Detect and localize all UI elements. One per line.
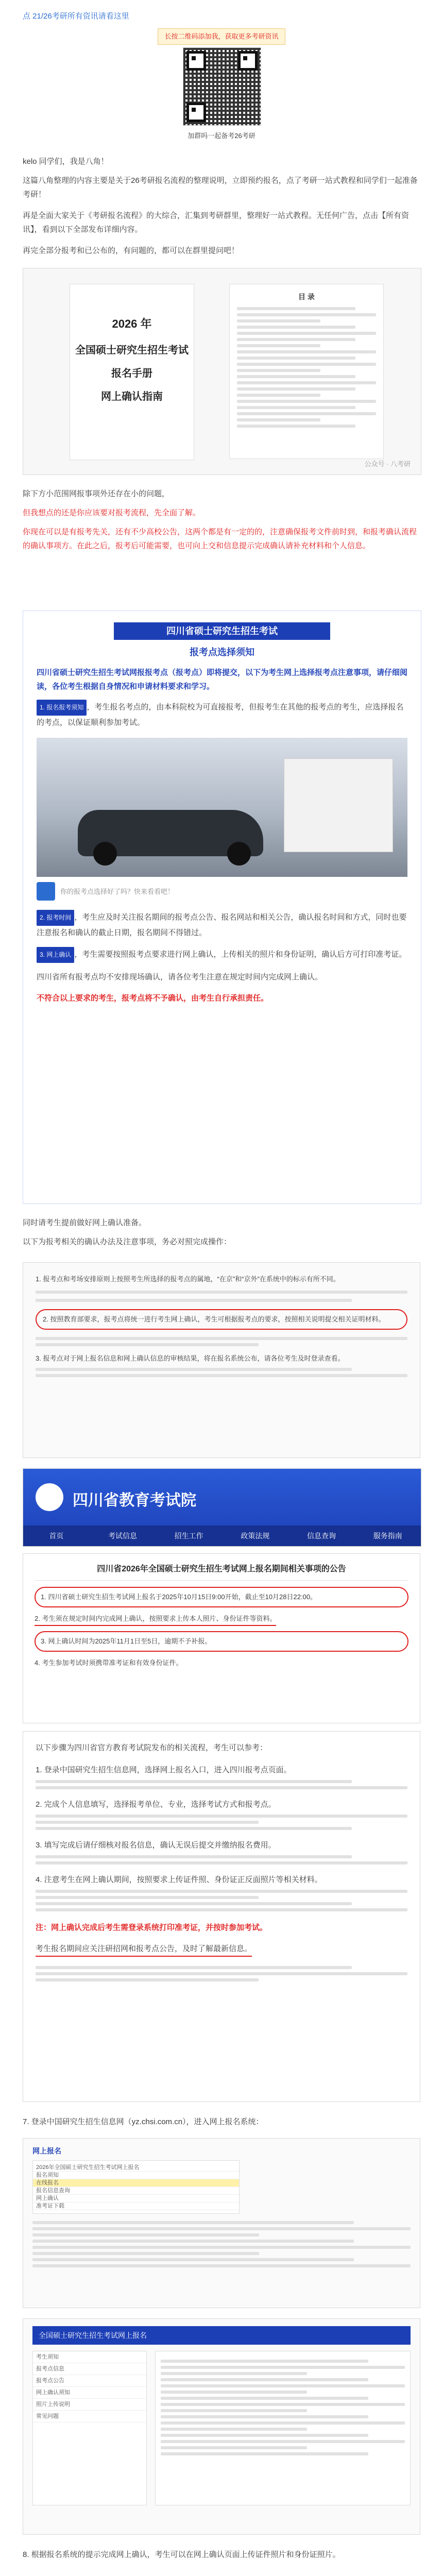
site-article-title: 四川省2026年全国硕士研究生招生考试网上报名期间相关事项的公告 [97,1565,346,1573]
site-nav-5[interactable]: 服务指南 [373,1532,402,1540]
process-step-2: 2. 完成个人信息填写，选择报考单位、专业，选择考试方式和报考点。 [36,1800,276,1809]
cover-title-2: 报名手册 [111,368,152,379]
signup-row[interactable]: 2026年全国硕士研究生招生考试网上报名 [33,2164,239,2172]
process-step-1: 1. 登录中国研究生招生信息网，选择网上报名入口，进入四川报考点页面。 [36,1766,292,1774]
notice-item2-label: 2. 报考时间 [37,910,74,926]
document-scan-image [23,1262,420,1458]
signup-2-row[interactable]: 常见问题 [33,2411,146,2422]
notice-item2-text: ，考生应及时关注报名期间的报考点公告、报名网站和相关公告，确认报名时间和方式，同时也要注意报名和确认的截止日期，报名期间不得错过。 [37,913,407,937]
site-article-item-2: 3. 网上确认时间为2025年11月1日至5日，逾期不予补报。 [41,1637,212,1645]
doc-scan-line-2: 2. 按照教育部要求，报考点将统一进行考生网上确认，考生可根据报考点的要求，按照相关说明提交相关证明材料。 [43,1315,385,1323]
qr-top-caption: 加群吗一起备考26考研 [188,132,255,140]
site-name: 四川省教育考试院 [73,1492,196,1509]
sichuan-notice-box [23,611,421,1204]
site-logo-icon [36,1483,63,1511]
notice-footer-red: 不符合以上要求的考生，报考点将不予确认，由考生自行承担责任。 [37,994,269,1003]
site-nav-3[interactable]: 政策法规 [241,1532,270,1540]
cover-toc-heading: 目 录 [298,293,315,301]
notice-item3-text: ，考生需要按照报考点要求进行网上确认，上传相关的照片和身份证明，确认后方可打印准考证。 [74,950,407,959]
site-nav-1[interactable]: 考试信息 [108,1532,137,1540]
photo-caption: 你的报考点选择好了吗？快来看看吧！ [60,887,175,895]
intro-paragraph-2: 再是全面大家关于《考研报名流程》的大综合，汇集到考研群里，整理好一站式教程。无任何广告，点击【所有资讯】，看到以下全部发布详细内容。 [23,211,410,234]
tip-paragraph-1: 同时请考生提前做好网上确认准备。 [23,1218,147,1227]
signup-2-row[interactable]: 网上确认须知 [33,2387,146,2399]
site-nav-0[interactable]: 首页 [49,1532,64,1540]
process-red-note: 注：网上确认完成后考生需登录系统打印准考证，并按时参加考试。 [36,1923,268,1932]
notice-photo [37,738,407,877]
site-nav-2[interactable]: 招生工作 [174,1532,203,1540]
photo-caption-icon [37,882,55,901]
step-list-heading: 7. 登录中国研究生招生信息网（yz.chsi.com.cn），进入网上报名系统： [23,2117,264,2126]
notice-item4-text: 四川省所有报考点均不安排现场确认，请各位考生注意在规定时间内完成网上确认。 [37,973,323,981]
signup-row[interactable]: 报名信息查询 [33,2187,239,2195]
section1-paragraph-1: 除下方小范围网报事项外还存在小的问题， [23,489,170,498]
signup-screenshot-2 [23,2318,420,2535]
signup-row[interactable]: 网上确认 [33,2195,239,2202]
signup-row[interactable]: 在线报名 [33,2179,239,2187]
notice-item1-label: 1. 报名报考须知 [37,700,87,716]
signup-shot-2-title: 全国硕士研究生招生考试网上报名 [32,2326,411,2345]
site-nav-4[interactable]: 信息查询 [307,1532,336,1540]
top-resource-link[interactable]: 点 21/26考研所有资讯请看这里 [23,12,129,21]
cover-title-3: 网上确认指南 [101,391,163,402]
intro-paragraph-1: 这篇八角整理的内容主要是关于26考研报名流程的整理说明，立即预约报名，点了考研一站式教程和同学们一起准备考研！ [23,176,418,199]
notice-intro: 四川省硕士研究生招生考试网报报考点（报考点）即将提交，以下为考生网上选择报考点注意事项，请仔细阅读，各位考生根据自身情况和申请材料要求和学习。 [37,668,408,691]
notice-subtitle: 报考点选择须知 [190,647,254,657]
step-8-text: 8. 根据报名系统的提示完成网上确认，考生可以在网上确认页面上传证件照片和身份证照片。 [23,2550,340,2559]
notice-banner: 四川省硕士研究生招生考试 [114,622,330,640]
greeting-text: kelo 同学们，我是八角！ [23,157,109,166]
signup-2-row[interactable]: 报考点公告 [33,2375,146,2387]
signup-screenshot-1 [23,2138,420,2308]
process-step-4: 4. 注意考生在网上确认期间，按照要求上传证件照、身份证正反面照片等相关材料。 [36,1875,322,1884]
signup-2-row[interactable]: 报考点信息 [33,2363,146,2375]
signup-row[interactable]: 准考证下载 [33,2202,239,2210]
site-header [23,1468,421,1547]
doc-scan-line-3: 3. 报考点对于网上报名信息和网上确认信息的审核结果，将在报名系统公布，请各位考生及时登录查看。 [36,1354,345,1362]
handbook-cover-image [23,268,421,475]
notice-item3-label: 3. 网上确认 [37,947,74,963]
intro-paragraph-3: 再完全部分报考和已公布的，有问题的，都可以在群里提问吧！ [23,246,240,255]
cover-title-1: 全国硕士研究生招生考试 [75,345,189,356]
site-article-item-3: 4. 考生参加考试时须携带准考证和有效身份证件。 [35,1659,183,1667]
signup-shot-1-title: 网上报名 [32,2147,61,2155]
site-article-item-0: 1. 四川省硕士研究生招生考试网上报名于2025年10月15日9:00开始，截止至10月28日22:00。 [41,1593,317,1601]
signup-2-row[interactable]: 考生须知 [33,2351,146,2363]
notice-item1-text: ，考生报名考点的，由本科院校为可直接报考，但报考生在其他的报考点的考生，应选择报名的考点，以保证顺利参加考试。 [37,703,404,727]
qr-top-title: 长按二维码添加我，获取更多考研资讯 [164,32,279,40]
top-qr-code [183,47,261,126]
process-underline-note: 考生报名期间应关注研招网和报考点公告，及时了解最新信息。 [36,1942,252,1957]
cover-watermark: 公众号 · 八考研 [364,460,411,468]
process-step-3: 3. 填写完成后请仔细核对报名信息，确认无误后提交并缴纳报名费用。 [36,1841,276,1850]
process-steps [23,1731,420,2102]
signup-row[interactable]: 报名须知 [33,2172,239,2179]
doc-scan-line-1: 1. 报考点和考场安排原则上按照考生所选择的报考点的属地，“在京”和“京外”在系统中的标示有所不同。 [36,1275,340,1283]
cover-year: 2026 年 [112,317,152,330]
tip-paragraph-2: 以下为报考相关的确认办法及注意事项，务必对照完成操作： [23,1238,232,1246]
site-article-item-1: 2. 考生须在规定时间内完成网上确认，按照要求上传本人照片、身份证件等资料。 [35,1613,276,1626]
section1-paragraph-2: 但我想点的还是你应该要对报考流程，先全面了解。 [23,509,201,517]
process-intro: 以下步骤为四川省官方教育考试院发布的相关流程，考生可以参考： [36,1743,268,1752]
signup-2-row[interactable]: 照片上传说明 [33,2399,146,2411]
section1-paragraph-3: 你现在可以是有报考先关，还有不少高校公告，这两个都是有一定的的，注意确保报考文件前时到，和报考确认流程的确认事项方。在此之后，报考后可能需要，也可向上交和信息提示完成确认请补充材料和个人信息。 [23,528,417,550]
site-article [23,1553,420,1723]
